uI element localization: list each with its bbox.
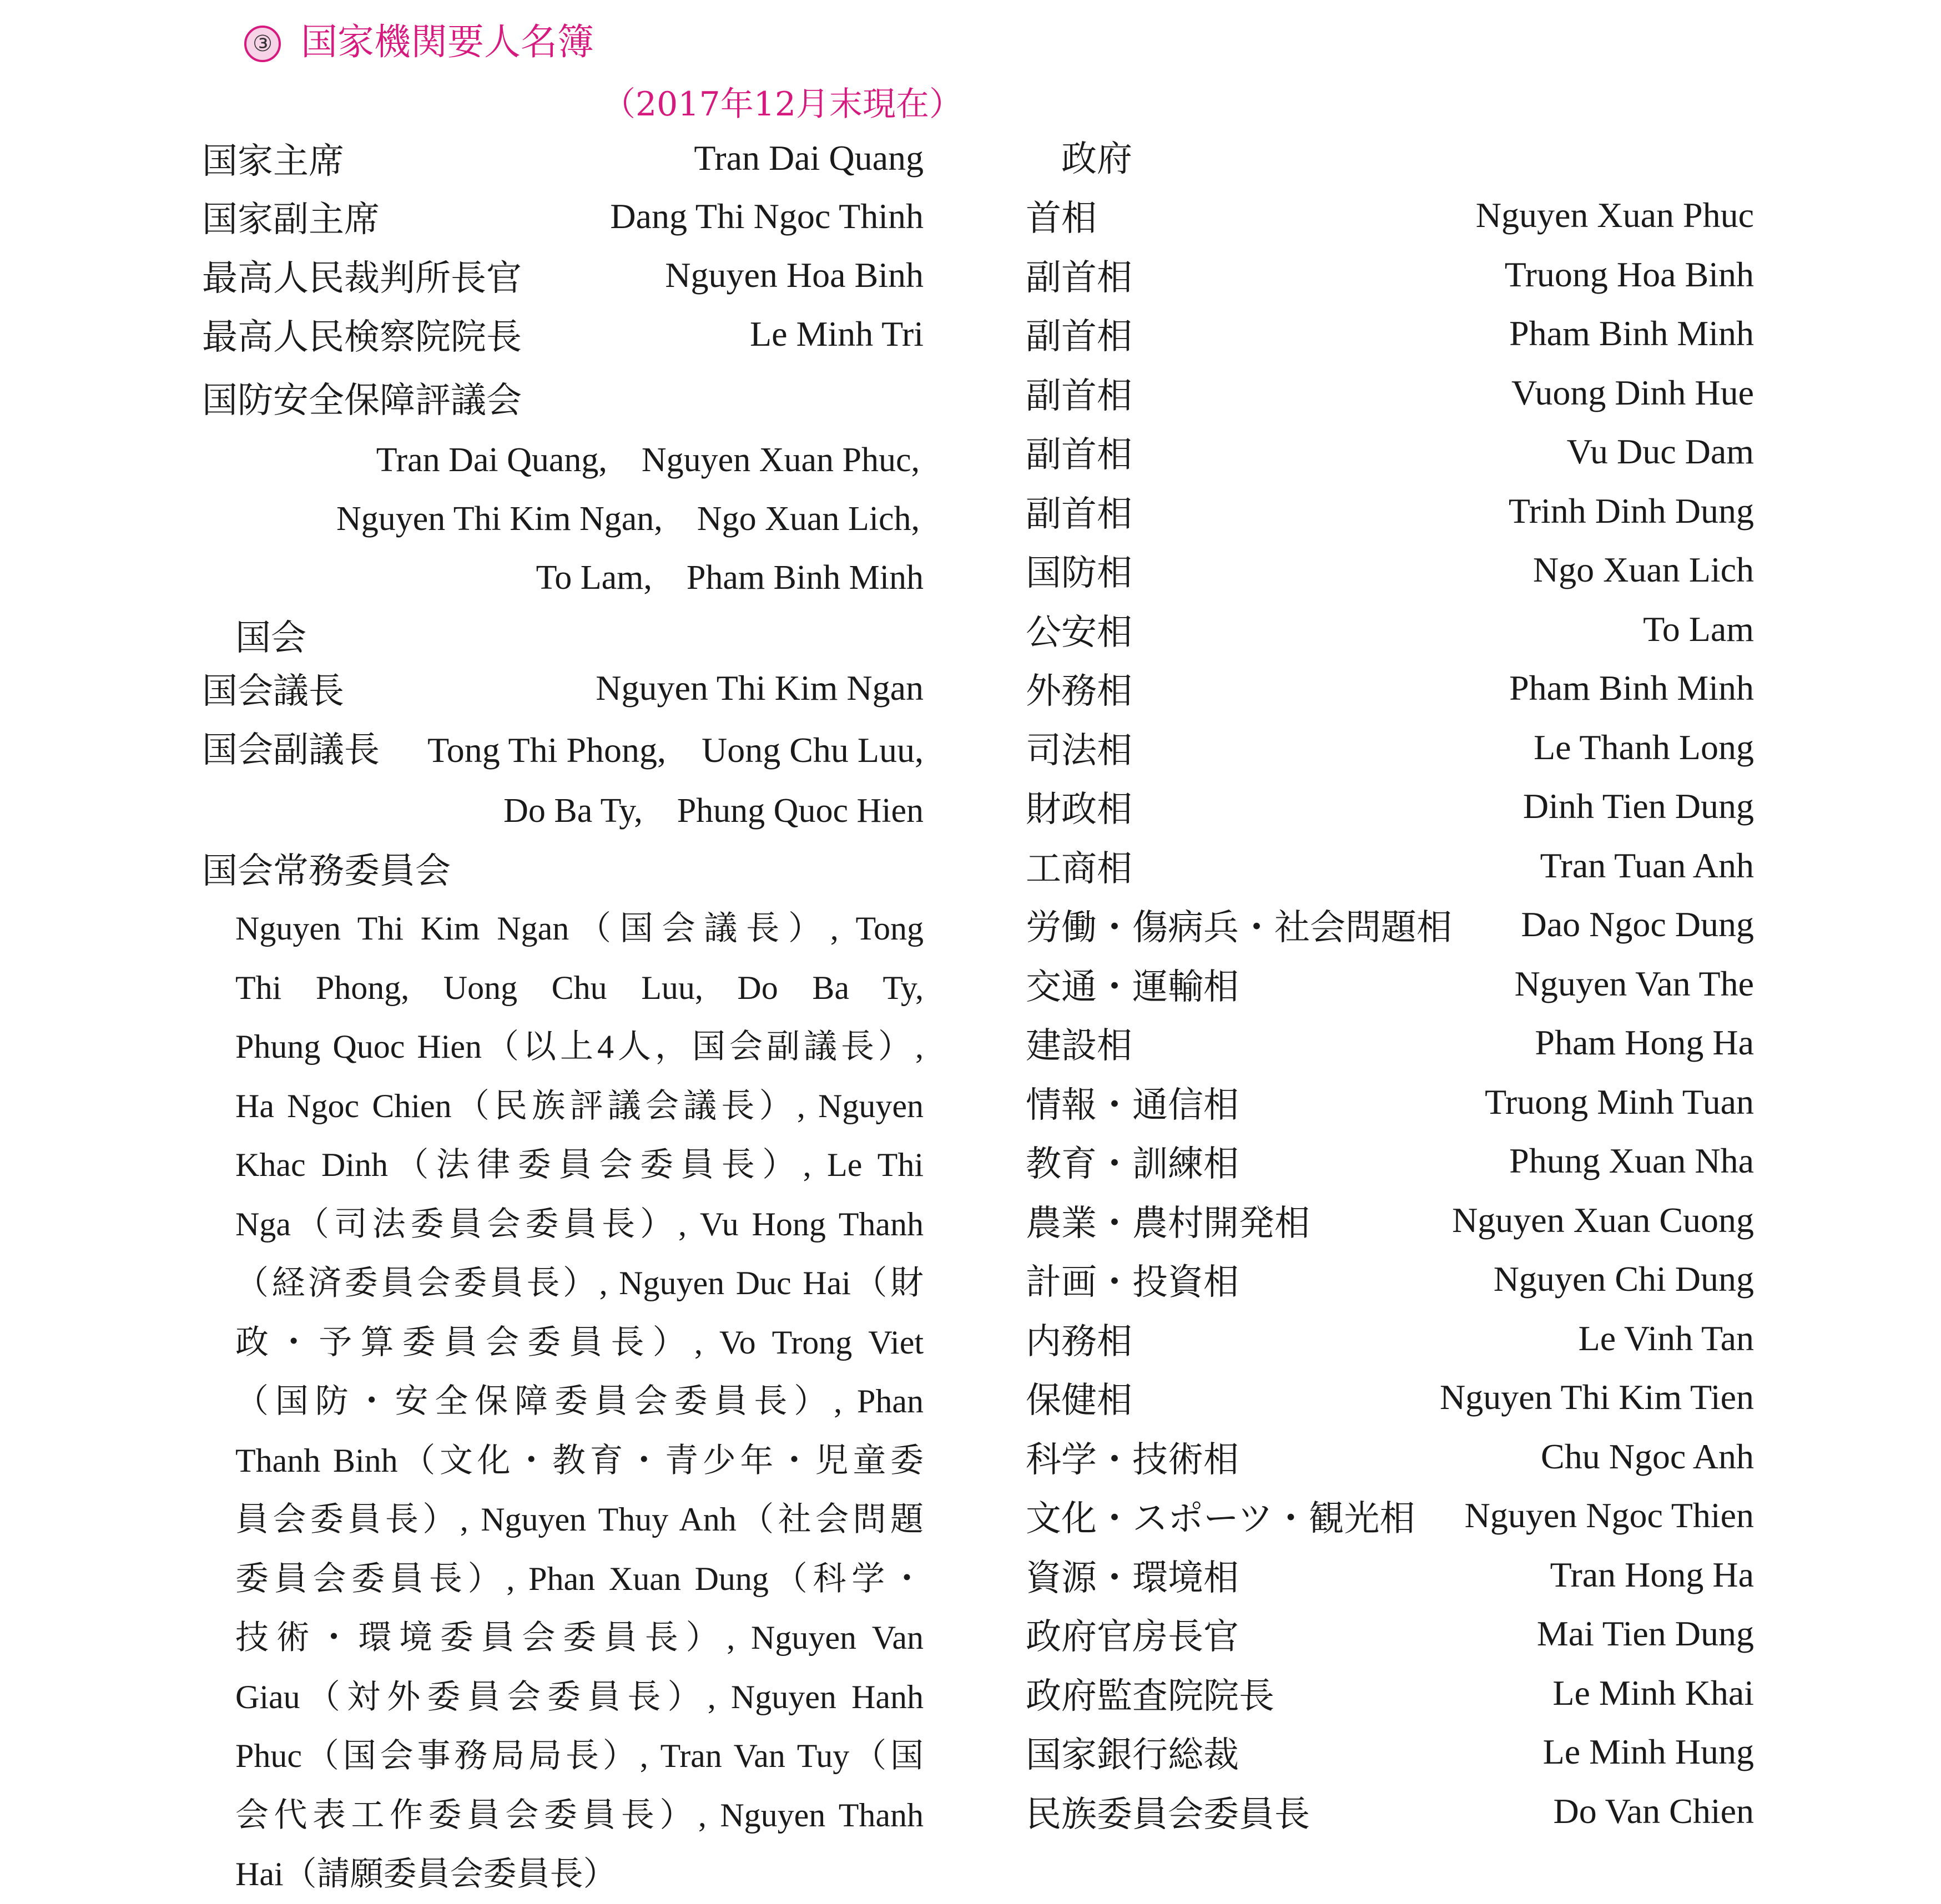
- paragraph-line: Hai（請願委員会委員長）: [235, 1856, 617, 1892]
- person-name: Ngo Xuan Lich: [1532, 550, 1754, 589]
- defense-council-members: Nguyen Thi Kim Ngan, Ngo Xuan Lich,: [336, 500, 920, 538]
- person-name: Tran Hong Ha: [1550, 1554, 1754, 1594]
- minister-row: [1026, 1251, 1754, 1307]
- paragraph-line: Phuc（国会事務局局長）, Tran Van Tuy（国: [235, 1738, 924, 1774]
- role-label: 外務相: [1026, 671, 1132, 712]
- paragraph-line: 員会委員長）, Nguyen Thuy Anh（社会問題: [235, 1501, 924, 1538]
- paragraph-line: Nguyen Thi Kim Ngan（国会議長）, Tong: [235, 910, 924, 947]
- paragraph-line: Thi Phong, Uong Chu Luu, Do Ba Ty,: [235, 969, 924, 1006]
- leader-row: [202, 248, 924, 303]
- role-label: 政府官房長官: [1026, 1617, 1239, 1658]
- person-name: Le Minh Tri: [750, 314, 924, 353]
- role-label: 科学・技術相: [1026, 1439, 1239, 1481]
- minister-row: [1026, 1133, 1754, 1189]
- paragraph-line: Phung Quoc Hien（以上4人，国会副議長）,: [235, 1028, 924, 1065]
- person-name: Tong Thi Phong, Uong Chu Luu,: [427, 730, 924, 770]
- person-name: Dinh Tien Dung: [1522, 786, 1754, 826]
- defense-council-members: To Lam, Pham Binh Minh: [536, 559, 924, 597]
- person-name: Phung Xuan Nha: [1509, 1141, 1754, 1180]
- person-name: Truong Hoa Binh: [1504, 254, 1754, 294]
- minister-row: [1026, 1429, 1754, 1484]
- person-name: Nguyen Van The: [1514, 963, 1754, 1003]
- minister-row: [1026, 306, 1754, 361]
- minister-row: [1026, 720, 1754, 775]
- minister-row: [1026, 1074, 1754, 1130]
- role-label: 国会副議長: [202, 730, 380, 771]
- person-name: Le Minh Khai: [1552, 1673, 1754, 1713]
- paragraph-line: Thanh Binh（文化・教育・青少年・児童委: [235, 1442, 924, 1479]
- minister-row: [1026, 838, 1754, 893]
- person-name: To Lam: [1643, 609, 1754, 649]
- role-label: 首相: [1026, 198, 1097, 239]
- role-label: 国家主席: [202, 141, 344, 182]
- minister-row: [1026, 956, 1754, 1012]
- assembly-vice-members: Do Ba Ty, Phung Quoc Hien: [503, 792, 924, 830]
- minister-row: [1026, 188, 1754, 243]
- role-label: 情報・通信相: [1026, 1084, 1239, 1126]
- page-title-text: 国家機関要人名簿: [301, 21, 594, 63]
- role-label: 建設相: [1026, 1026, 1132, 1067]
- person-name: Pham Binh Minh: [1509, 314, 1754, 353]
- role-label: 交通・運輸相: [1026, 966, 1239, 1008]
- paragraph-line: Nga（司法委員会委員長）, Vu Hong Thanh: [235, 1205, 924, 1243]
- role-label: 教育・訓練相: [1026, 1144, 1239, 1185]
- person-name: Vu Duc Dam: [1566, 432, 1754, 471]
- role-label: 公安相: [1026, 612, 1132, 653]
- assembly-heading: 国会: [235, 618, 306, 659]
- as-of-date: （2017年12月末現在）: [602, 85, 963, 124]
- role-label: 政府監査院院長: [1026, 1675, 1274, 1717]
- person-name: Nguyen Thi Kim Ngan: [596, 668, 924, 708]
- minister-row: [1026, 1547, 1754, 1603]
- person-name: Pham Hong Ha: [1535, 1023, 1754, 1062]
- role-label: 国会議長: [202, 671, 344, 712]
- role-label: 司法相: [1026, 730, 1132, 771]
- minister-row: [1026, 602, 1754, 657]
- role-label: 国家副主席: [202, 199, 380, 240]
- role-label: 副首相: [1026, 375, 1132, 417]
- minister-row: [1026, 424, 1754, 479]
- minister-row: [1026, 1784, 1754, 1839]
- person-name: Dang Thi Ngoc Thinh: [610, 196, 924, 236]
- standing-committee-members: [235, 899, 924, 1904]
- leader-row: [202, 130, 924, 186]
- person-name: Le Minh Hung: [1542, 1732, 1754, 1771]
- person-name: Nguyen Chi Dung: [1493, 1259, 1754, 1299]
- minister-row: [1026, 483, 1754, 539]
- person-name: Pham Binh Minh: [1509, 668, 1754, 708]
- minister-row: [1026, 1724, 1754, 1780]
- role-label: 副首相: [1026, 257, 1132, 299]
- paragraph-line: （経済委員会委員長）, Nguyen Duc Hai（財: [235, 1265, 924, 1301]
- person-name: Le Vinh Tan: [1578, 1318, 1754, 1358]
- defense-council-members: Tran Dai Quang, Nguyen Xuan Phuc,: [376, 441, 920, 479]
- minister-row: [1026, 365, 1754, 421]
- person-name: Nguyen Thi Kim Tien: [1440, 1377, 1754, 1417]
- minister-row: [1026, 1488, 1754, 1543]
- minister-row: [1026, 1015, 1754, 1070]
- role-label: 民族委員会委員長: [1026, 1794, 1310, 1835]
- role-label: 副首相: [1026, 493, 1132, 535]
- leader-row: [202, 306, 924, 362]
- role-label: 国家銀行総裁: [1026, 1735, 1239, 1776]
- role-label: 資源・環境相: [1026, 1557, 1239, 1599]
- leader-row: [202, 189, 924, 244]
- person-name: Nguyen Xuan Phuc: [1475, 195, 1754, 235]
- minister-row: [1026, 897, 1754, 952]
- role-label: 内務相: [1026, 1321, 1132, 1362]
- person-name: Le Thanh Long: [1534, 727, 1754, 767]
- person-name: Dao Ngoc Dung: [1521, 905, 1754, 944]
- person-name: Trinh Dinh Dung: [1508, 491, 1754, 531]
- minister-row: [1026, 247, 1754, 302]
- role-label: 財政相: [1026, 789, 1132, 830]
- role-label: 労働・傷病兵・社会問題相: [1026, 907, 1452, 948]
- section-number-badge: ③: [244, 26, 281, 62]
- paragraph-line: （国防・安全保障委員会委員長）, Phan: [235, 1383, 924, 1420]
- minister-row: [1026, 1311, 1754, 1366]
- minister-row: [1026, 542, 1754, 598]
- minister-row: [1026, 1193, 1754, 1248]
- person-name: Tran Dai Quang: [694, 138, 924, 178]
- page-title: [244, 12, 594, 65]
- minister-row: [1026, 1370, 1754, 1425]
- paragraph-line: 技術・環境委員会委員長）, Nguyen Van: [235, 1619, 924, 1656]
- person-name: Truong Minh Tuan: [1485, 1082, 1754, 1122]
- person-name: Mai Tien Dung: [1536, 1614, 1754, 1653]
- minister-row: [1026, 1606, 1754, 1661]
- person-name: Nguyen Xuan Cuong: [1452, 1200, 1754, 1240]
- role-label: 国防相: [1026, 553, 1132, 594]
- minister-row: [1026, 1665, 1754, 1721]
- role-label: 農業・農村開発相: [1026, 1203, 1310, 1244]
- paragraph-line: 委員会委員長）, Phan Xuan Dung（科学・: [235, 1560, 924, 1597]
- person-name: Chu Ngoc Anh: [1541, 1436, 1754, 1476]
- role-label: 文化・スポーツ・観光相: [1026, 1498, 1415, 1539]
- minister-row: [1026, 779, 1754, 834]
- person-name: Vuong Dinh Hue: [1511, 372, 1754, 412]
- paragraph-line: 政・予算委員会委員長）, Vo Trong Viet: [235, 1324, 924, 1361]
- person-name: Do Van Chien: [1553, 1791, 1754, 1831]
- person-name: Nguyen Ngoc Thien: [1464, 1496, 1754, 1535]
- paragraph-line: 会代表工作委員会委員長）, Nguyen Thanh: [235, 1796, 924, 1834]
- person-name: Nguyen Hoa Binh: [665, 255, 924, 295]
- paragraph-line: Ha Ngoc Chien（民族評議会議長）, Nguyen: [235, 1087, 924, 1124]
- role-label: 副首相: [1026, 435, 1132, 476]
- defense-council-title: 国防安全保障評議会: [202, 380, 522, 421]
- paragraph-line: Khac Dinh（法律委員会委員長）, Le Thi: [235, 1147, 924, 1183]
- assembly-vice-row: [202, 719, 924, 775]
- role-label: 計画・投資相: [1026, 1262, 1239, 1303]
- person-name: Tran Tuan Anh: [1540, 845, 1754, 885]
- minister-row: [1026, 660, 1754, 716]
- assembly-chair-row: [202, 660, 924, 716]
- standing-committee-title: 国会常務委員会: [202, 851, 451, 892]
- role-label: 副首相: [1026, 316, 1132, 357]
- paragraph-line: Giau（対外委員会委員長）, Nguyen Hanh: [235, 1678, 924, 1715]
- government-heading: 政府: [1061, 139, 1132, 180]
- role-label: 工商相: [1026, 848, 1132, 890]
- role-label: 保健相: [1026, 1380, 1132, 1421]
- role-label: 最高人民裁判所長官: [202, 258, 522, 299]
- role-label: 最高人民検察院院長: [202, 317, 522, 358]
